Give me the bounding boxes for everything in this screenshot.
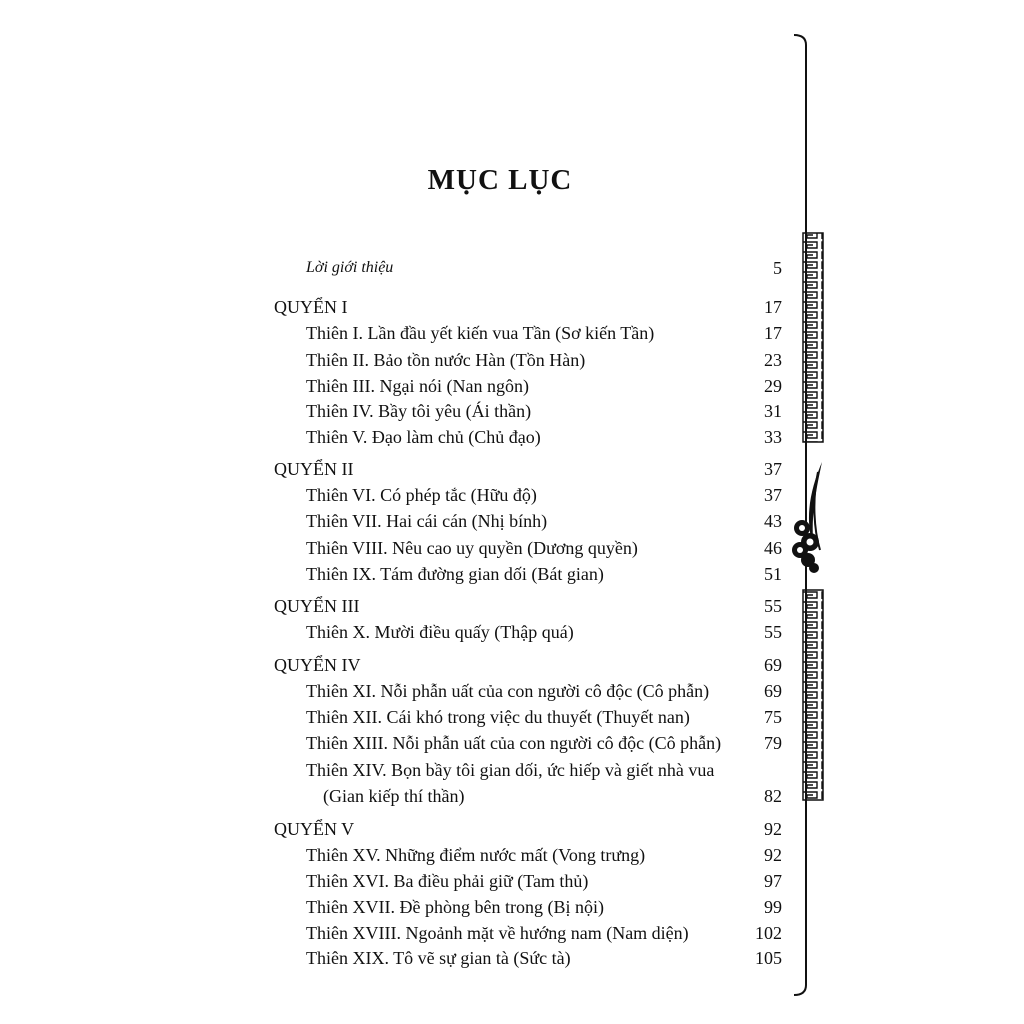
page-number: 51 bbox=[764, 564, 782, 584]
page-number: 17 bbox=[764, 323, 782, 343]
page-number: 33 bbox=[764, 427, 782, 447]
greek-key-band-bottom bbox=[803, 590, 823, 800]
toc-chapter-row bbox=[0, 783, 1024, 809]
page-number: 46 bbox=[764, 538, 782, 558]
toc-chapter-row bbox=[0, 842, 1024, 868]
page-number: 99 bbox=[764, 897, 782, 917]
toc-chapter-row bbox=[0, 730, 1024, 756]
entry-title: Thiên I. Lần đầu yết kiến vua Tần (Sơ kiến Tần) bbox=[306, 323, 655, 343]
entry-title: Thiên VI. Có phép tắc (Hữu độ) bbox=[306, 485, 537, 505]
page-number: 55 bbox=[764, 596, 782, 616]
entry-title: Lời giới thiệu bbox=[306, 259, 394, 276]
entry-title: Thiên XIX. Tô vẽ sự gian tà (Sức tà) bbox=[306, 948, 571, 968]
page-number: 82 bbox=[764, 786, 782, 806]
toc-chapter-row bbox=[0, 424, 1024, 450]
entry-title: Thiên III. Ngại nói (Nan ngôn) bbox=[306, 376, 529, 396]
toc-chapter-row bbox=[0, 868, 1024, 894]
entry-title: QUYỂN IV bbox=[274, 655, 361, 675]
entry-title: Thiên XIII. Nỗi phẫn uất của con người cô độc (Cô phẫn) bbox=[306, 733, 722, 753]
greek-key-band-top bbox=[803, 233, 823, 442]
page-title: MỤC LỤC bbox=[427, 164, 573, 196]
page-number: 69 bbox=[764, 681, 782, 701]
entry-title: Thiên XVI. Ba điều phải giữ (Tam thủ) bbox=[306, 871, 589, 891]
toc-chapter-row bbox=[0, 535, 1024, 561]
entry-title: Thiên XV. Những điểm nước mất (Vong trưng) bbox=[306, 845, 646, 865]
page-number: 102 bbox=[755, 923, 782, 943]
toc-chapter-row bbox=[0, 347, 1024, 373]
entry-title: Thiên XVII. Đề phòng bên trong (Bị nội) bbox=[306, 897, 604, 917]
entry-title: Thiên VIII. Nêu cao uy quyền (Dương quyền) bbox=[306, 538, 638, 558]
toc-intro-row bbox=[0, 255, 1024, 281]
entry-title: QUYỂN V bbox=[274, 819, 355, 839]
entry-title: Thiên XVIII. Ngoảnh mặt về hướng nam (Nam diện) bbox=[306, 923, 689, 943]
page-number: 55 bbox=[764, 622, 782, 642]
entry-title: Thiên IX. Tám đường gian dối (Bát gian) bbox=[306, 564, 604, 584]
toc-chapter-row bbox=[0, 757, 1024, 783]
toc-part-row bbox=[0, 294, 1024, 320]
border-ornament bbox=[780, 20, 840, 1010]
toc-chapter-row bbox=[0, 920, 1024, 946]
toc-part-row bbox=[0, 652, 1024, 678]
toc-chapter-row bbox=[0, 320, 1024, 346]
page-number: 29 bbox=[764, 376, 782, 396]
entry-title: Thiên XIV. Bọn bầy tôi gian dối, ức hiếp và giết nhà vua bbox=[306, 760, 715, 780]
toc-part-row bbox=[0, 816, 1024, 842]
entry-title: QUYỂN III bbox=[274, 596, 360, 616]
entry-title: Thiên XI. Nỗi phẫn uất của con người cô độc (Cô phẫn) bbox=[306, 681, 710, 701]
entry-title: (Gian kiếp thí thần) bbox=[323, 786, 465, 806]
page-number: 31 bbox=[764, 401, 782, 421]
page-number: 23 bbox=[764, 350, 782, 370]
toc-part-row bbox=[0, 456, 1024, 482]
page-number: 43 bbox=[764, 511, 782, 531]
page-number: 97 bbox=[764, 871, 782, 891]
toc-chapter-row bbox=[0, 894, 1024, 920]
entry-title: Thiên X. Mười điều quấy (Thập quá) bbox=[306, 622, 574, 642]
page-number: 69 bbox=[764, 655, 782, 675]
toc-chapter-row bbox=[0, 678, 1024, 704]
page-number: 75 bbox=[764, 707, 782, 727]
page-number: 105 bbox=[755, 948, 782, 968]
toc-chapter-row bbox=[0, 704, 1024, 730]
entry-title: Thiên IV. Bầy tôi yêu (Ái thần) bbox=[306, 401, 532, 421]
page-number: 37 bbox=[764, 459, 782, 479]
entry-title: Thiên V. Đạo làm chủ (Chủ đạo) bbox=[306, 427, 541, 447]
entry-title: Thiên II. Bảo tồn nước Hàn (Tồn Hàn) bbox=[306, 350, 586, 370]
page-number: 92 bbox=[764, 845, 782, 865]
toc-chapter-row bbox=[0, 508, 1024, 534]
page-number: 79 bbox=[764, 733, 782, 753]
page-number: 17 bbox=[764, 297, 782, 317]
page-number: 37 bbox=[764, 485, 782, 505]
page-number: 5 bbox=[773, 258, 782, 278]
page-number: 92 bbox=[764, 819, 782, 839]
toc-chapter-row bbox=[0, 373, 1024, 399]
entry-title: QUYỂN I bbox=[274, 297, 348, 317]
entry-title: Thiên VII. Hai cái cán (Nhị bính) bbox=[306, 511, 548, 531]
entry-title: Thiên XII. Cái khó trong việc du thuyết (Thuyết nan) bbox=[306, 707, 690, 727]
toc-chapter-row bbox=[0, 482, 1024, 508]
toc-chapter-row bbox=[0, 561, 1024, 587]
toc-chapter-row bbox=[0, 619, 1024, 645]
toc-part-row bbox=[0, 593, 1024, 619]
toc-chapter-row bbox=[0, 945, 1024, 971]
toc-chapter-row bbox=[0, 398, 1024, 424]
entry-title: QUYỂN II bbox=[274, 459, 354, 479]
